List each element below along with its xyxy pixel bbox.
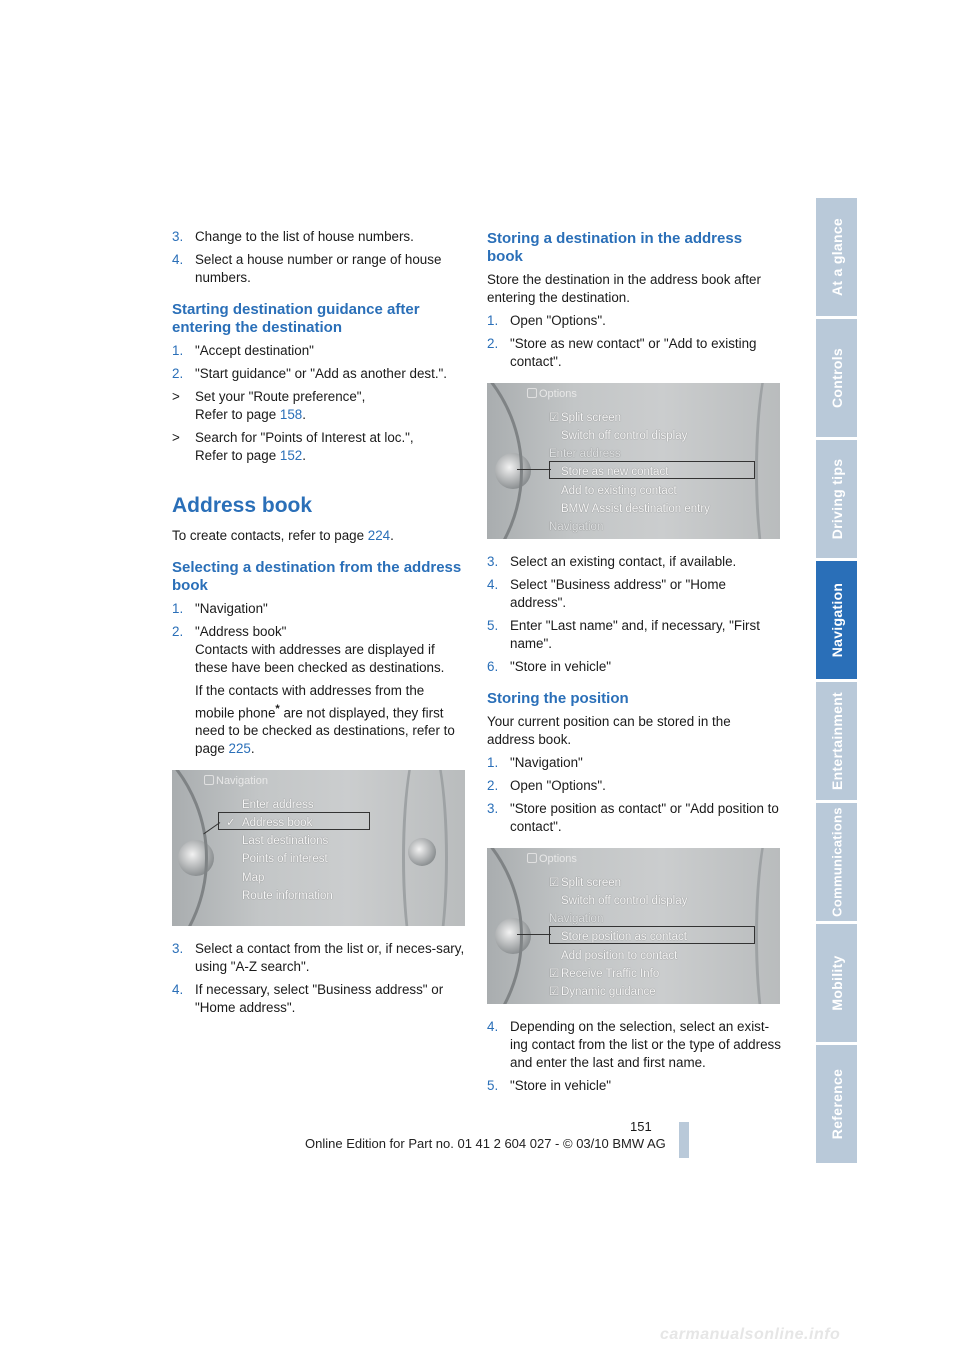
step-number: 1. [172,343,184,358]
step-number: 4. [487,577,499,592]
step-number: 1. [172,601,184,616]
step [172,940,467,976]
step-number: 1. [487,313,499,328]
step [487,553,782,571]
tab-label: Mobility [828,955,845,1011]
bullet-item [172,429,467,465]
tab-driving-tips[interactable] [816,440,857,561]
intro-text: To create contacts, refer to page [172,528,368,543]
menu-item-selected: Address book [242,817,313,830]
tab-label: Entertainment [828,691,845,791]
menu-item-selected: Store position as contact [561,931,687,943]
tab-entertainment[interactable] [816,682,857,803]
heading-store-position: Storing the position [487,690,629,707]
step [487,1077,782,1095]
menu-item: Add position to contact [561,950,678,962]
menu-item: Switch off control display [561,895,688,907]
heading-address-book: Address book [172,494,313,517]
footer-bar [679,1122,689,1158]
step-number: 4. [172,252,184,267]
pointer-line [517,469,551,470]
menu-item: Last destinations [242,835,329,848]
bullet-symbol: > [172,430,180,445]
menu-section: Enter address [549,448,621,460]
step [487,658,782,676]
step-text: "Store as new contact" or "Add to existing contact". [510,336,757,369]
step [487,800,782,836]
tab-navigation[interactable] [816,561,857,682]
page-link-152[interactable]: 152 [279,448,303,463]
step-subtext: Contacts with addresses are displayed if these have been checked as destinations. [195,642,445,675]
step-text: Select a contact from the list or, if neces-sary, using "A-Z search". [195,941,465,975]
screen-header: Options [539,853,577,865]
page-number: 151 [630,1119,652,1134]
tab-at-a-glance[interactable] [816,198,857,319]
step-text: "Address book" [195,624,287,639]
step-text: "Start guidance" or "Add as another dest.". [195,366,448,381]
tab-label: Reference [828,1068,845,1140]
bullet-symbol: > [172,389,180,404]
sub-text: are not displayed, they first need to be checked as destinations, refer to page [195,705,455,757]
bullet-item [172,388,467,424]
step-number: 3. [172,229,184,244]
menu-item: Route information [242,890,333,903]
menu-section: Navigation [549,913,604,925]
idrive-screenshot-navigation [172,770,465,926]
watermark: carmanualsonline.info [660,1326,841,1343]
step-text: Select a house number or range of house numbers. [195,252,442,285]
menu-header-icon [527,853,537,863]
step [487,754,782,772]
step-text: Open "Options". [510,778,606,793]
tab-label: Controls [828,348,845,408]
ref-text: Refer to page [195,407,280,422]
split-screen-icon: ☑ [549,877,560,889]
footer-text: Online Edition for Part no. 01 41 2 604 027 - © 03/10 BMW AG [305,1136,666,1151]
display-arc [487,383,523,539]
step-number: 4. [172,982,184,998]
step [172,981,467,1017]
sub-text: If the contacts with addresses from the mobile phone [195,683,425,721]
heading-select-destination: Selecting a destination from the address book [172,559,462,594]
menu-item: BMW Assist destination entry [561,503,710,515]
tab-label: Communications [829,807,844,917]
store-intro: Store the destination in the address book after entering the destination. [487,272,761,305]
step [172,228,467,246]
heading-store-destination: Storing a destination in the address book [487,230,743,265]
bullet-text: Search for "Points of Interest at loc.", [195,430,414,445]
address-intro [172,527,467,545]
step-text: Change to the list of house numbers. [195,229,414,244]
menu-header-icon [204,775,214,785]
display-arc [172,770,208,926]
punct: . [390,528,394,543]
display-arc [755,383,780,539]
step-number: 1. [487,755,499,770]
menu-item: Dynamic guidance [561,986,656,998]
menu-item: Split screen [561,412,622,424]
step-number: 5. [487,618,499,633]
step [487,576,782,612]
step [487,335,782,371]
pointer-line [517,934,551,935]
step [172,600,467,618]
traffic-info-icon: ☑ [549,968,560,980]
step-subtext-2 [195,682,467,758]
page-link-225[interactable]: 225 [228,741,251,757]
menu-item: Split screen [561,877,622,889]
step-number: 4. [487,1019,499,1034]
bullet-text: Set your "Route preference", [195,389,366,404]
step-text: Open "Options". [510,313,606,328]
punct: . [302,407,306,422]
step-text: "Navigation" [195,601,268,616]
checkmark-icon: ✓ [226,817,236,830]
step [172,623,467,758]
left-column [172,228,467,1022]
page-link-224[interactable]: 224 [367,528,391,543]
right-column [487,228,782,1100]
tab-communications[interactable] [816,803,857,924]
step-text: Enter "Last name" and, if necessary, "First name". [510,618,760,651]
step-number: 3. [487,554,499,569]
menu-item: Receive Traffic Info [561,968,660,980]
chapter-tabs [816,198,857,1166]
tab-reference[interactable] [816,1045,857,1166]
step-number: 2. [172,366,184,381]
step-text: "Store in vehicle" [510,1078,612,1093]
menu-item: Points of interest [242,853,328,866]
step [487,1018,782,1072]
screen-header: Navigation [216,775,268,788]
tab-label: Navigation [828,582,845,658]
screen-header: Options [539,388,577,400]
step-text: "Navigation" [510,755,583,770]
tab-label: At a glance [828,218,845,296]
asterisk-icon: * [275,703,280,715]
step [487,617,782,653]
menu-section: Navigation [549,521,604,533]
step-number: 2. [487,778,499,793]
step [172,365,467,383]
display-arc [487,848,523,1004]
tab-mobility[interactable] [816,924,857,1045]
step-number: 6. [487,659,499,674]
step-text: "Store in vehicle" [510,659,612,674]
punct: . [250,741,255,757]
step-number: 2. [487,336,499,351]
heading-start-guidance: Starting destination guidance after entering the destination [172,301,420,336]
step-text: Select an existing contact, if available. [510,554,737,569]
step-text: "Store position as contact" or "Add position to contact". [510,801,779,834]
tab-controls[interactable] [816,319,857,440]
menu-header-icon [527,388,537,398]
split-screen-icon: ☑ [549,412,560,424]
menu-item: Switch off control display [561,430,688,442]
punct: . [302,448,306,463]
step-number: 3. [487,801,499,816]
step-text: If necessary, select "Business address" or "Home address". [195,982,444,1016]
step-text: Depending on the selection, select an exist-ing contact from the list or the type of address and enter the last and first name. [510,1019,781,1070]
display-arc [755,848,780,1004]
tab-label: Driving tips [828,458,845,540]
ref-text: Refer to page [195,448,280,463]
position-intro: Your current position can be stored in the address book. [487,714,731,747]
step [172,251,467,287]
idrive-screenshot-options-store [487,383,780,539]
step-number: 5. [487,1078,499,1093]
menu-item-selected: Store as new contact [561,466,669,478]
step [172,342,467,360]
menu-item: Enter address [242,799,314,812]
page-link-158[interactable]: 158 [279,407,303,422]
step-number: 3. [172,941,184,957]
step [487,777,782,795]
menu-item: Add to existing contact [561,485,677,497]
step [487,312,782,330]
idrive-screenshot-options-position [487,848,780,1004]
step-text: "Accept destination" [195,343,314,358]
step-text: Select "Business address" or "Home address". [510,577,726,610]
dynamic-guidance-icon: ☑ [549,986,560,998]
menu-item: Map [242,872,265,885]
step-number: 2. [172,624,184,639]
